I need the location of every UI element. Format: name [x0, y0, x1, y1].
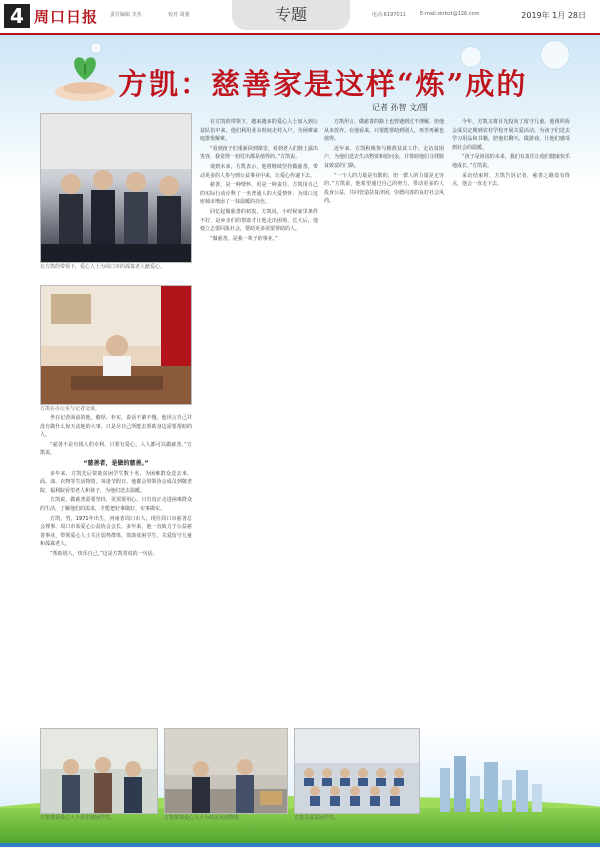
page-number: 4 [4, 4, 30, 28]
phone-label: 电话:6197011 [372, 12, 406, 18]
city-skyline-illustration [430, 748, 560, 812]
paragraph: 多年来，方凯先后资助贫困学生数十名，为困难群众送去米、面、油、衣物等生活物资。每逢节假日，他都会带领协会成员到敬老院、福利院看望老人和孩子，为他们送去温暖。 [40, 470, 192, 494]
proofreader-label: 校对 周强 [168, 12, 190, 18]
issue-date: 2019年 1月 28日 [521, 11, 586, 20]
photo-village-visit [40, 728, 158, 814]
subheading: “慈善者，是做的慈善。” [83, 459, 149, 467]
photo-office [40, 285, 192, 405]
text-column-3 [324, 118, 444, 718]
paragraph: 今年，方凯又将目光投向了留守儿童。他组织协会成员定期到农村学校开展关爱活动，为孩子们送去学习用品和书籍，陪他们聊天、做游戏，让他们感受到社会的温暖。 [452, 119, 570, 151]
paragraph: “一个人的力量是有限的，但一群人的力量是无穷的。”方凯说，他希望通过自己的努力，带动更多的人投身公益，共同营造扶贫济困、崇德向善的良好社会风尚。 [324, 172, 444, 205]
photo-supplies [164, 728, 288, 814]
photo-caption: 方凯带领爱心人士看望贫困学生。 [40, 815, 116, 821]
photo-group-scene [40, 113, 192, 263]
editor-label: 责任编辑 李杰 [110, 12, 142, 18]
hands-heart-illustration [50, 44, 120, 104]
photo-caption: 方凯在办公室与记者交谈。 [40, 406, 101, 412]
photo-caption: 方凯带领爱心人士为村民发放物资。 [164, 815, 245, 821]
paragraph: “看到孩子们重新回到课堂，看到老人们脸上露出笑容，我觉得一切付出都是值得的。”方凯说。 [200, 145, 318, 161]
bottom-rule [0, 843, 600, 847]
paragraph: 在方凯的带领下，越来越多的爱心人士加入到公益队伍中来。他们利用业余时间走村入户，为困难家庭排忧解难。 [200, 119, 318, 143]
text-column-4 [452, 118, 570, 718]
paragraph: 方凯，男，1971年出生，河南省周口市人，现任周口市慈善总会理事、周口市某爱心公益协会会长。多年来，他一直致力于公益慈善事业，带领爱心人士关注弱势群体，资助贫困学生，关爱留守儿童和孤寡老人。 [40, 515, 192, 548]
email-label: E-mail:zkrbzt@126.com [420, 11, 480, 17]
paragraph: 采访结束时，方凯告诉记者，慈善之路没有终点，他会一直走下去。 [452, 172, 570, 188]
paragraph: 近年来，方凯积极参与精准扶贫工作，走访贫困户，为他们送去生活物资和慰问金，并帮助他们寻找脱贫致富的门路。 [324, 145, 444, 169]
paper-name: 周口日报 [34, 8, 99, 26]
paragraph: 方凯坦言，做慈善的路上也曾遇到过不理解，但他从未放弃。在他看来，只要能帮助到别人，再苦再累也值得。 [324, 119, 444, 143]
paragraph: 回忆起做慈善的初衷，方凯说，小时候家里条件不好，是乡亲们的帮助才让他走出困境。长大后，他便立志要回报社会，帮助更多需要帮助的人。 [200, 208, 318, 233]
paragraph: 谈到未来，方凯表示，他将继续坚持做慈善，带动更多的人参与到公益事业中来，让爱心传递下去。 [200, 163, 318, 179]
text-column-2 [200, 118, 318, 718]
masthead [0, 0, 600, 34]
photo-caption: 在方凯的带领下，爱心人士为周口市的孤寡老人献爱心。 [40, 264, 166, 270]
paragraph: 方凯说，做慈善需要坚持，更需要用心。只有真正走进困难群众的生活，了解他们的需求，才能把好事做好、实事做实。 [40, 497, 192, 512]
text-column-1 [40, 414, 192, 719]
article-byline: 记者 孙智 文/图 [372, 103, 428, 112]
paragraph: “帮助别人，快乐自己。”这是方凯常说的一句话。 [50, 550, 158, 557]
paragraph: “做慈善，是我一辈子的事业。” [210, 235, 278, 242]
paragraph: “孩子是祖国的未来，我们有责任让他们健康快乐地成长。”方凯说。 [452, 154, 570, 169]
paragraph: 慈善，是一种情怀，更是一种责任。方凯用自己的实际行动诠释了一名普通人的大爱情怀，为周口这座城市增添了一抹温暖的亮色。 [200, 182, 318, 206]
section-tab: 专题 [232, 0, 350, 30]
paragraph: “慈善不是有钱人的专利，只要有爱心，人人都可以做慈善。”方凯说。 [40, 441, 192, 457]
photo-classroom [294, 728, 420, 814]
article-headline: 方凯：慈善家是这样“炼”成的 [118, 67, 528, 101]
photo-caption: 方凯关爱贫困学生。 [294, 815, 340, 821]
paragraph: 坐在记者面前的他，憨厚、朴实，说话不紧不慢，他坦言自己并没有做什么惊天动地的大事，只是尽自己所能去帮助身边需要帮助的人。 [40, 415, 192, 439]
bubble-decoration [540, 40, 570, 70]
